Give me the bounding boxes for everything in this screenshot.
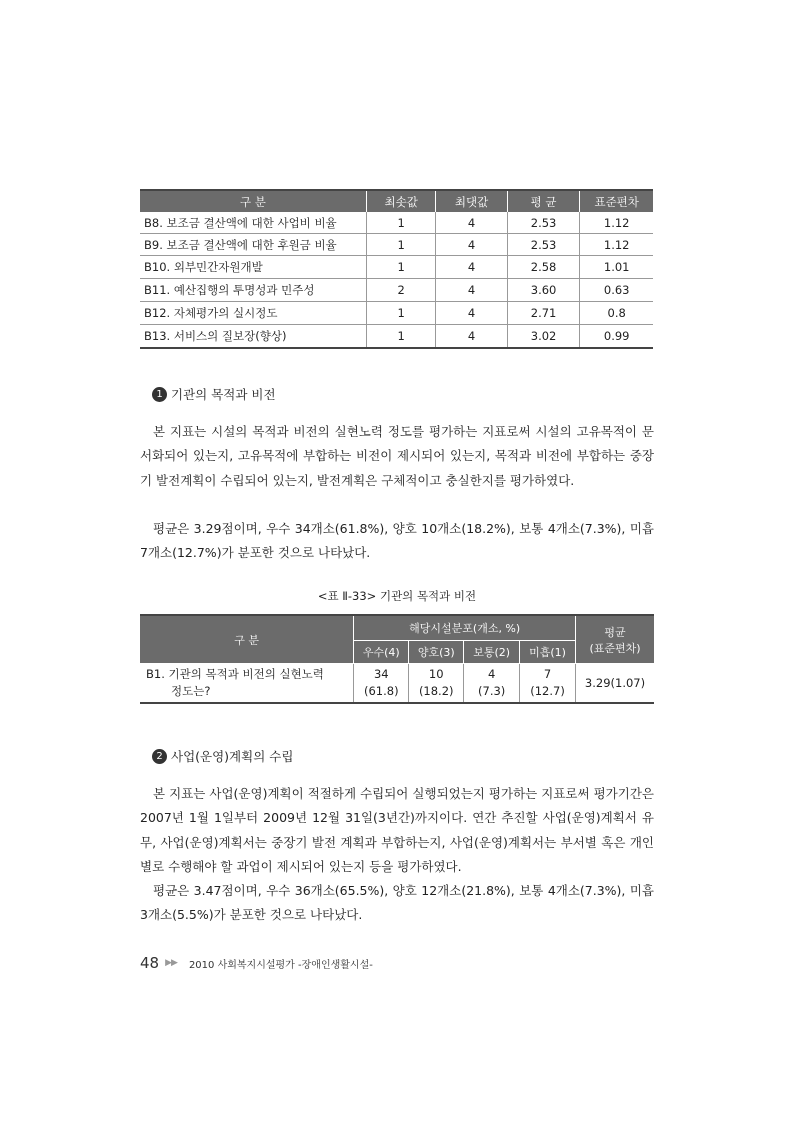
subheader-excellent: 우수(4) — [354, 641, 409, 664]
count: 4 — [487, 667, 496, 681]
cell-poor — [520, 664, 576, 704]
percent: (18.2) — [418, 684, 454, 698]
row-mean: 3.02 — [507, 325, 580, 349]
cell-excellent — [354, 664, 409, 704]
row-label-line1: B1. 기관의 목적과 비전의 실현노력 — [146, 667, 324, 681]
section-paragraph: 평균은 3.29점이며, 우수 34개소(61.8%), 양호 10개소(18.2%), 보통 4개소(7.3%), 미흡 7개소(12.7%)가 분포한 것으로 나타났다. — [140, 521, 654, 561]
row-label-line2: 정도는? — [171, 684, 211, 698]
row-min: 1 — [366, 212, 435, 234]
page-number: 48 — [140, 954, 160, 972]
table-header-row — [140, 190, 653, 212]
section-heading-business-plan — [152, 747, 293, 765]
table-row — [140, 302, 653, 325]
percent: (7.3) — [478, 684, 506, 698]
row-mean: 2.58 — [507, 256, 580, 279]
summary-stats-table — [140, 189, 653, 349]
table-caption: <표 Ⅱ-33> 기관의 목적과 비전 — [317, 589, 477, 603]
header-max: 최댓값 — [436, 190, 507, 212]
table-row — [140, 664, 654, 704]
row-min: 1 — [366, 325, 435, 349]
section-heading-purpose-vision — [152, 385, 276, 403]
row-stddev: 0.8 — [580, 302, 653, 325]
row-stddev: 1.01 — [580, 256, 653, 279]
row-label — [140, 664, 354, 704]
section-number-badge: 2 — [152, 749, 167, 764]
row-label: B11. 예산집행의 투명성과 민주성 — [140, 279, 366, 302]
table-header-row — [140, 615, 654, 641]
percent: (61.8) — [364, 684, 399, 698]
row-label: B13. 서비스의 질보장(향상) — [140, 325, 366, 349]
table-row — [140, 279, 653, 302]
table-row — [140, 212, 653, 234]
row-label: B9. 보조금 결산액에 대한 후원금 비율 — [140, 234, 366, 256]
row-mean: 2.71 — [507, 302, 580, 325]
header-category: 구 분 — [140, 190, 366, 212]
count: 34 — [373, 667, 389, 681]
row-min: 1 — [366, 234, 435, 256]
page-footer — [140, 954, 373, 972]
cell-good — [409, 664, 464, 704]
row-label: B8. 보조금 결산액에 대한 사업비 비율 — [140, 212, 366, 234]
row-max: 4 — [436, 279, 507, 302]
distribution-table — [140, 614, 654, 704]
count: 7 — [543, 667, 552, 681]
header-mean-line1: 평균 — [604, 625, 626, 639]
table-row — [140, 234, 653, 256]
row-stddev: 0.63 — [580, 279, 653, 302]
double-arrow-icon: ▶▶ — [165, 958, 177, 968]
row-min: 1 — [366, 302, 435, 325]
section-title: 사업(운영)계획의 수립 — [171, 749, 294, 764]
header-distribution: 해당시설분포(개소, %) — [354, 615, 576, 641]
row-stddev: 1.12 — [580, 234, 653, 256]
row-mean: 2.53 — [507, 212, 580, 234]
row-max: 4 — [436, 212, 507, 234]
row-stddev: 1.12 — [580, 212, 653, 234]
row-mean: 3.60 — [507, 279, 580, 302]
row-stddev: 0.99 — [580, 325, 653, 349]
cell-mean: 3.29(1.07) — [576, 664, 654, 704]
section-paragraph: 본 지표는 사업(운영)계획이 적절하게 수립되어 실행되었는지 평가하는 지표로써 평가기간은 2007년 1월 1일부터 2009년 12월 31일(3년간)까지이다. 연간 추진할 사업(운영)계획서 유무, 사업(운영)계획서는 중장기 발전 계획과 부합하는지, 사업(운영)계획서는 부서별 혹은 개인별로 수행해야 할 과업이 제시되어 있는지 등을 평가하였다. — [140, 786, 654, 874]
section-paragraph: 평균은 3.47점이며, 우수 36개소(65.5%), 양호 12개소(21.8%), 보통 4개소(7.3%), 미흡 3개소(5.5%)가 분포한 것으로 나타났다. — [140, 883, 654, 923]
row-label: B12. 자체평가의 실시정도 — [140, 302, 366, 325]
table-row — [140, 325, 653, 349]
section-number-badge: 1 — [152, 387, 167, 402]
section-paragraph: 본 지표는 시설의 목적과 비전의 실현노력 정도를 평가하는 지표로써 시설의 고유목적이 문서화되어 있는지, 고유목적에 부합하는 비전이 제시되어 있는지, 목적과 비전에 부합하는 중장기 발전계획이 수립되어 있는지, 발전계획은 구체적이고 충실한지를 평가하였다. — [140, 424, 654, 488]
row-max: 4 — [436, 234, 507, 256]
header-mean: 평 균 — [507, 190, 580, 212]
count: 10 — [428, 667, 444, 681]
row-min: 1 — [366, 256, 435, 279]
header-category: 구 분 — [140, 615, 354, 664]
header-stddev: 표준편차 — [580, 190, 653, 212]
subheader-average: 보통(2) — [464, 641, 520, 664]
table-row — [140, 256, 653, 279]
row-max: 4 — [436, 302, 507, 325]
row-max: 4 — [436, 325, 507, 349]
row-mean: 2.53 — [507, 234, 580, 256]
header-mean-line2: (표준편차) — [589, 641, 641, 655]
cell-average — [464, 664, 520, 704]
percent: (12.7) — [530, 684, 565, 698]
header-mean-stddev — [576, 615, 654, 664]
subheader-good: 양호(3) — [409, 641, 464, 664]
header-min: 최솟값 — [366, 190, 435, 212]
section-title: 기관의 목적과 비전 — [171, 387, 276, 402]
row-label: B10. 외부민간자원개발 — [140, 256, 366, 279]
row-min: 2 — [366, 279, 435, 302]
row-max: 4 — [436, 256, 507, 279]
footer-title: 2010 사회복지시설평가 -장애인생활시설- — [188, 959, 373, 971]
subheader-poor: 미흡(1) — [520, 641, 576, 664]
